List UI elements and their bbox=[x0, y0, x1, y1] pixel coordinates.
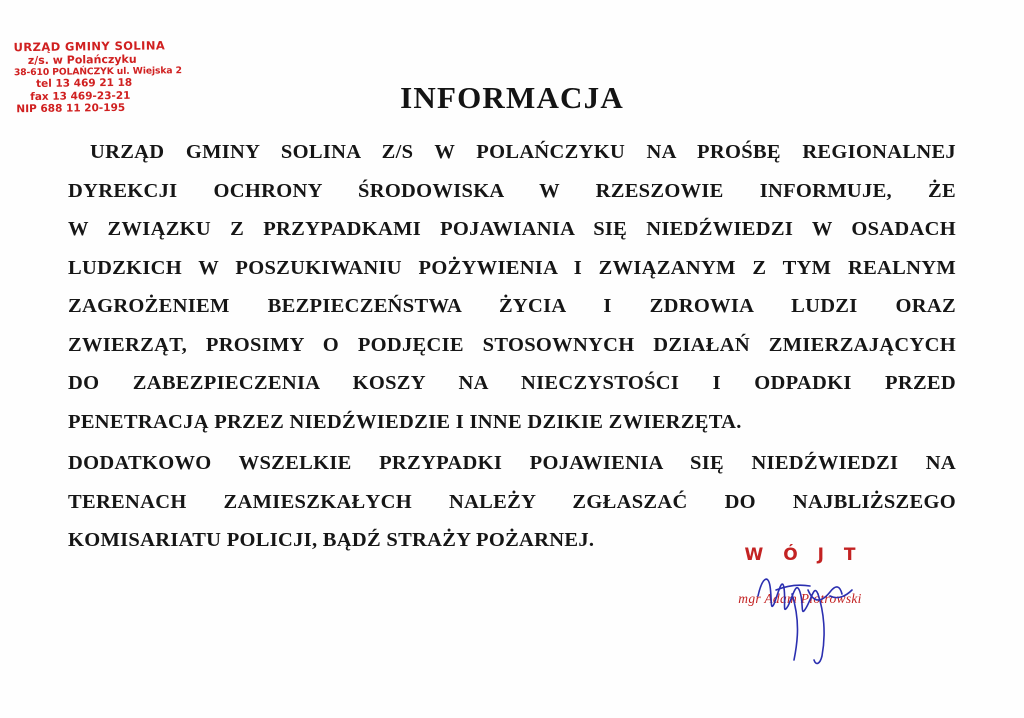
stamp-office-fax: fax 13 469-23-21 bbox=[30, 89, 131, 103]
stamp-office-phone: tel 13 469 21 18 bbox=[36, 77, 133, 91]
stamp-office-nip: NIP 688 11 20-195 bbox=[16, 102, 126, 116]
paragraph-one bbox=[68, 133, 956, 441]
signature-name: mgr Adam Piotrowski bbox=[738, 591, 862, 606]
paragraph-two bbox=[68, 444, 956, 560]
paragraph-line: W ZWIĄZKU Z PRZYPADKAMI POJAWIANIA SIĘ NIEDŹWIEDZI W OSADACH bbox=[68, 218, 956, 240]
page-title: INFORMACJA bbox=[400, 80, 624, 115]
signature-title: W Ó J T bbox=[744, 545, 863, 565]
paragraph-line: DO ZABEZPIECZENIA KOSZY NA NIECZYSTOŚCI I ODPADKI PRZED bbox=[68, 372, 956, 394]
paragraph-one-text bbox=[68, 133, 956, 441]
paragraph-line: KOMISARIATU POLICJI, BĄDŹ STRAŻY POŻARNEJ. bbox=[68, 529, 595, 551]
paragraph-line: ZAGROŻENIEM BEZPIECZEŃSTWA ŻYCIA I ZDROWIA LUDZI ORAZ bbox=[68, 295, 956, 317]
stamp-office-seat: z/s. w Polańczyku bbox=[27, 52, 137, 67]
paragraph-line: PENETRACJĄ PRZEZ NIEDŹWIEDZIE I INNE DZIKIE ZWIERZĘTA. bbox=[68, 410, 742, 433]
paragraph-line: URZĄD GMINY SOLINA Z/S W POLAŃCZYKU NA PROŚBĘ REGIONALNEJ bbox=[90, 141, 956, 163]
stamp-office-address: 38-610 POLAŃCZYK ul. Wiejska 2 bbox=[13, 64, 182, 78]
paragraph-line: TERENACH ZAMIESZKAŁYCH NALEŻY ZGŁASZAĆ DO NAJBLIŻSZEGO bbox=[68, 490, 956, 513]
paragraph-line: DODATKOWO WSZELKIE PRZYPADKI POJAWIENIA SIĘ NIEDŹWIEDZI NA bbox=[68, 452, 956, 474]
signature-block bbox=[700, 545, 900, 607]
paragraph-two-text bbox=[68, 444, 956, 560]
paragraph-line: DYREKCJI OCHRONY ŚRODOWISKA W RZESZOWIE INFORMUJE, ŻE bbox=[68, 179, 956, 202]
paragraph-line: LUDZKICH W POSZUKIWANIU POŻYWIENIA I ZWIĄZANYM Z TYM REALNYM bbox=[68, 256, 956, 279]
paragraph-line: ZWIERZĄT, PROSIMY O PODJĘCIE STOSOWNYCH DZIAŁAŃ ZMIERZAJĄCYCH bbox=[68, 333, 956, 356]
stamp-office-name: URZĄD GMINY SOLINA bbox=[13, 38, 166, 55]
